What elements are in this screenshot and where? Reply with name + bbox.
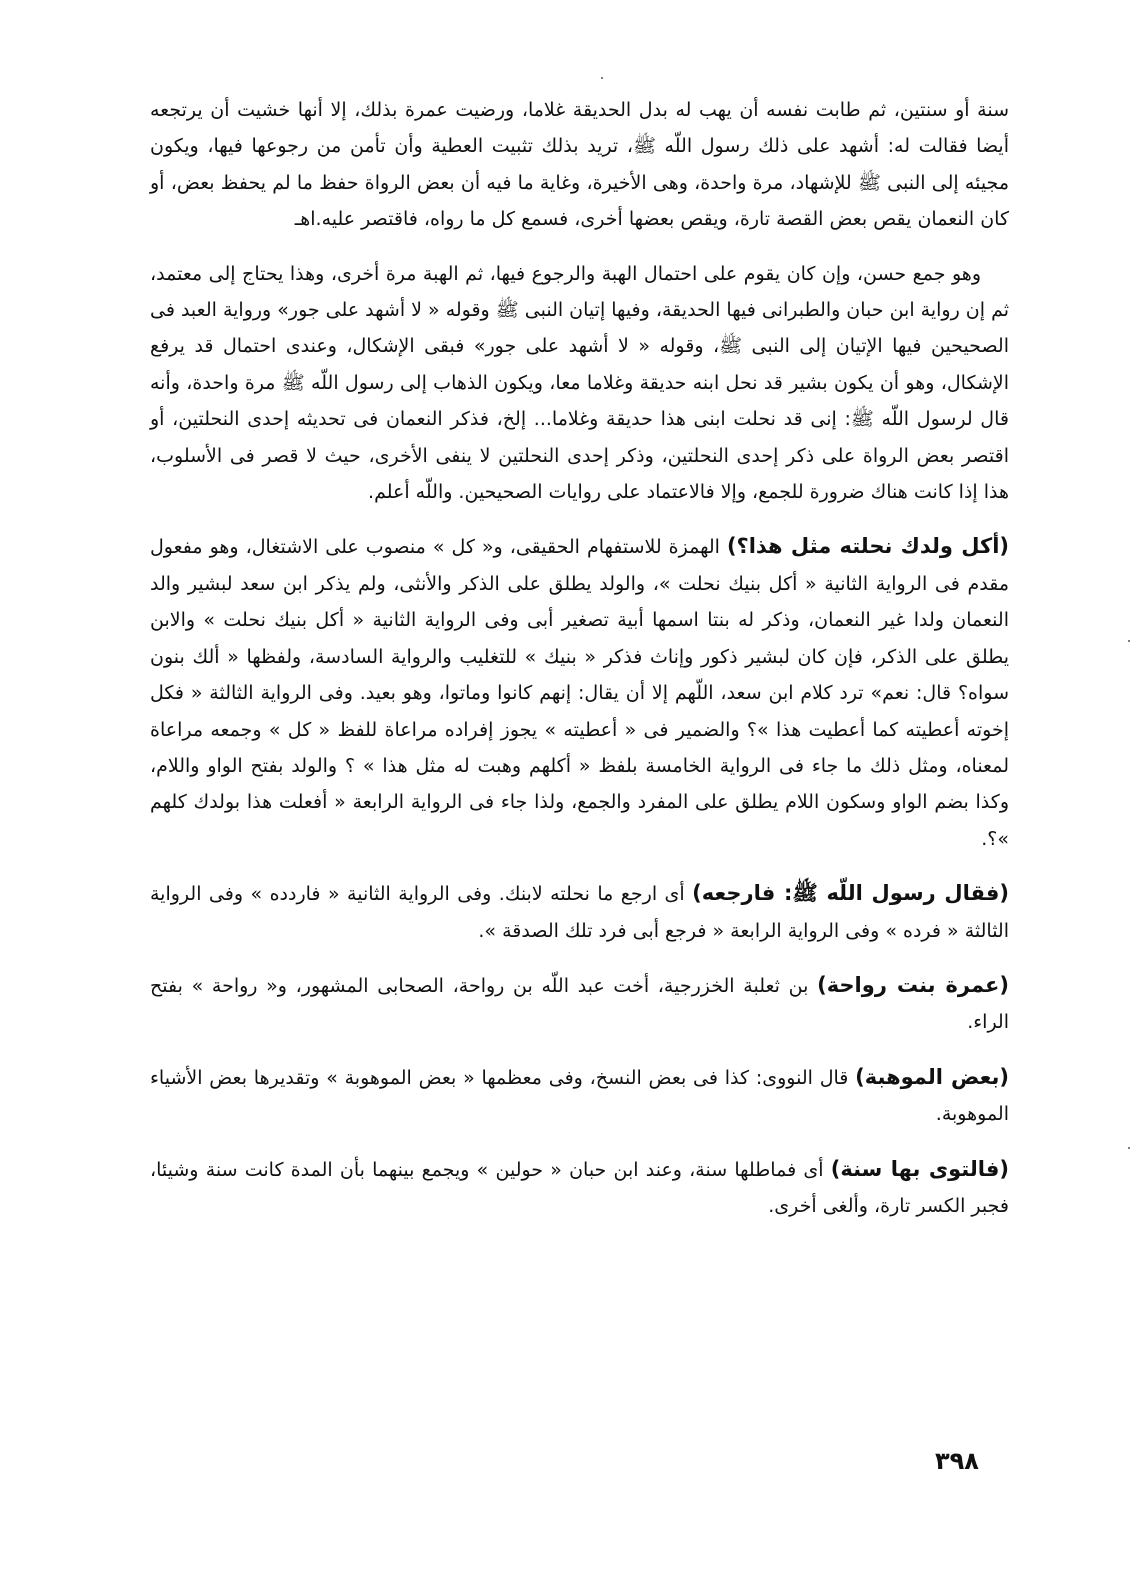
- paragraph-entry: [150, 1151, 1009, 1225]
- entry-term: (بعض الموهبة): [855, 1064, 1010, 1089]
- paragraph-text: قال النووى: كذا فى بعض النسخ، وفى معظمها « بعض الموهوبة » وتقديرها بعض الأشياء الموهوبة.: [150, 1066, 1009, 1126]
- entry-term: (أكل ولدك نحلته مثل هذا؟): [726, 534, 1009, 559]
- page-body: [150, 92, 1009, 1242]
- paragraph-text: بن ثعلبة الخزرجية، أخت عبد اللّه بن رواحة، الصحابى المشهور، و« رواحة » بفتح الراء.: [150, 974, 1009, 1034]
- paragraph-text: أى فماطلها سنة، وعند ابن حبان « حولين » ويجمع بينهما بأن المدة كانت سنة وشيئا، فجبر الكسر تارة، وألغى أخرى.: [150, 1158, 1009, 1217]
- paragraph-text: أى ارجع ما نحلته لابنك. وفى الرواية الثانية « فاردده » وفى الرواية الثالثة « فرده » وفى الرواية الرابعة « فرجع أبى فرد تلك الصدقة ».: [150, 883, 1009, 942]
- paragraph-discussion: [150, 256, 1009, 511]
- paragraph-continuation: [150, 92, 1009, 238]
- scan-speck: [1128, 640, 1130, 642]
- entry-term: (فقال رسول اللّه ﷺ: فارجعه): [692, 881, 1009, 906]
- entry-term: (فالتوى بها سنة): [830, 1156, 1009, 1181]
- paragraph-text: سنة أو سنتين، ثم طابت نفسه أن يهب له بدل الحديقة غلاما، ورضيت عمرة بذلك، إلا أنها خشيت أن يرتجعه أيضا فقالت له: أشهد على ذلك رسول اللّه ﷺ، تريد بذلك تثبيت العطية وأن تأمن من رجوعها فيها، ويكون مجيئه إلى النبى ﷺ للإشهاد، مرة واحدة، وهى الأخيرة، وغاية ما فيه أن بعض الرواة حفظ ما لم يحفظ بعض، أو كان النعمان يقص بعض القصة تارة، ويقص بعضها أخرى، فسمع كل ما رواه، فاقتصر عليه.اهـ: [150, 99, 1009, 231]
- scan-speck: [601, 77, 603, 79]
- paragraph-text: الهمزة للاستفهام الحقيقى، و« كل » منصوب على الاشتغال، وهو مفعول مقدم فى الرواية الثانية « أكل بنيك نحلت »، والولد يطلق على الذكر والأنثى، ولم يذكر ابن سعد لبشير والد النعمان ولدا غير النعمان، وذكر له بنتا اسمها أبية تصغير أبى وفى الرواية الثانية « أكل بنيك نحلت » والابن يطلق على الذكر، فإن كان لبشير ذكور وإناث فذكر « بنيك » للتغليب والرواية السادسة، ولفظها « ألك بنون سواه؟ قال: نعم» ترد كلام ابن سعد، اللّهم إلا أن يقال: إنهم كانوا وماتوا، وهو بعيد. وفى الرواية الثالثة « فكل إخوته أعطيته كما أعطيت هذا »؟ والضمير فى « أعطيته » يجوز إفراده مراعاة للفظ « كل » وجمعه مراعاة لمعناه، ومثل ذلك ما جاء فى الرواية الخامسة بلفظ « أكلهم وهبت له مثل هذا » ؟ والولد بفتح الواو واللام، وكذا بضم الواو وسكون اللام يطلق على المفرد والجمع، ولذا جاء فى الرواية الرابعة « أفعلت هذا بولدك كلهم »؟.: [150, 536, 1009, 850]
- paragraph-entry: [150, 528, 1009, 857]
- paragraph-entry: [150, 967, 1009, 1041]
- entry-term: (عمرة بنت رواحة): [817, 972, 1009, 997]
- paragraph-entry: [150, 1059, 1009, 1133]
- scan-speck: [1128, 1147, 1130, 1149]
- paragraph-text: وهو جمع حسن، وإن كان يقوم على احتمال الهبة والرجوع فيها، ثم الهبة مرة أخرى، وهذا يحتاج إلى معتمد، ثم إن رواية ابن حبان والطبرانى فيها الحديقة، وفيها إتيان النبى ﷺ وقوله « لا أشهد على جور» ورواية العبد فى الصحيحين فيها الإتيان إلى النبى ﷺ، وقوله « لا أشهد على جور» فبقى الإشكال، وعندى احتمال قد يرفع الإشكال، وهو أن يكون بشير قد نحل ابنه حديقة وغلاما معا، ويكون الذهاب إلى رسول اللّه ﷺ مرة واحدة، وأنه قال لرسول اللّه ﷺ: إنى قد نحلت ابنى هذا حديقة وغلاما... إلخ، فذكر النعمان فى تحديثه إحدى النحلتين، أو اقتصر بعض الرواة على ذكر إحدى النحلتين، وذكر إحدى النحلتين لا ينفى الأخرى، حيث لا قصر فى الأسلوب، هذا إذا كانت هناك ضرورة للجمع، وإلا فالاعتماد على روايات الصحيحين. واللّه أعلم.: [150, 262, 1009, 504]
- paragraph-entry: [150, 875, 1009, 949]
- page-number: ٣٩٨: [935, 1447, 979, 1475]
